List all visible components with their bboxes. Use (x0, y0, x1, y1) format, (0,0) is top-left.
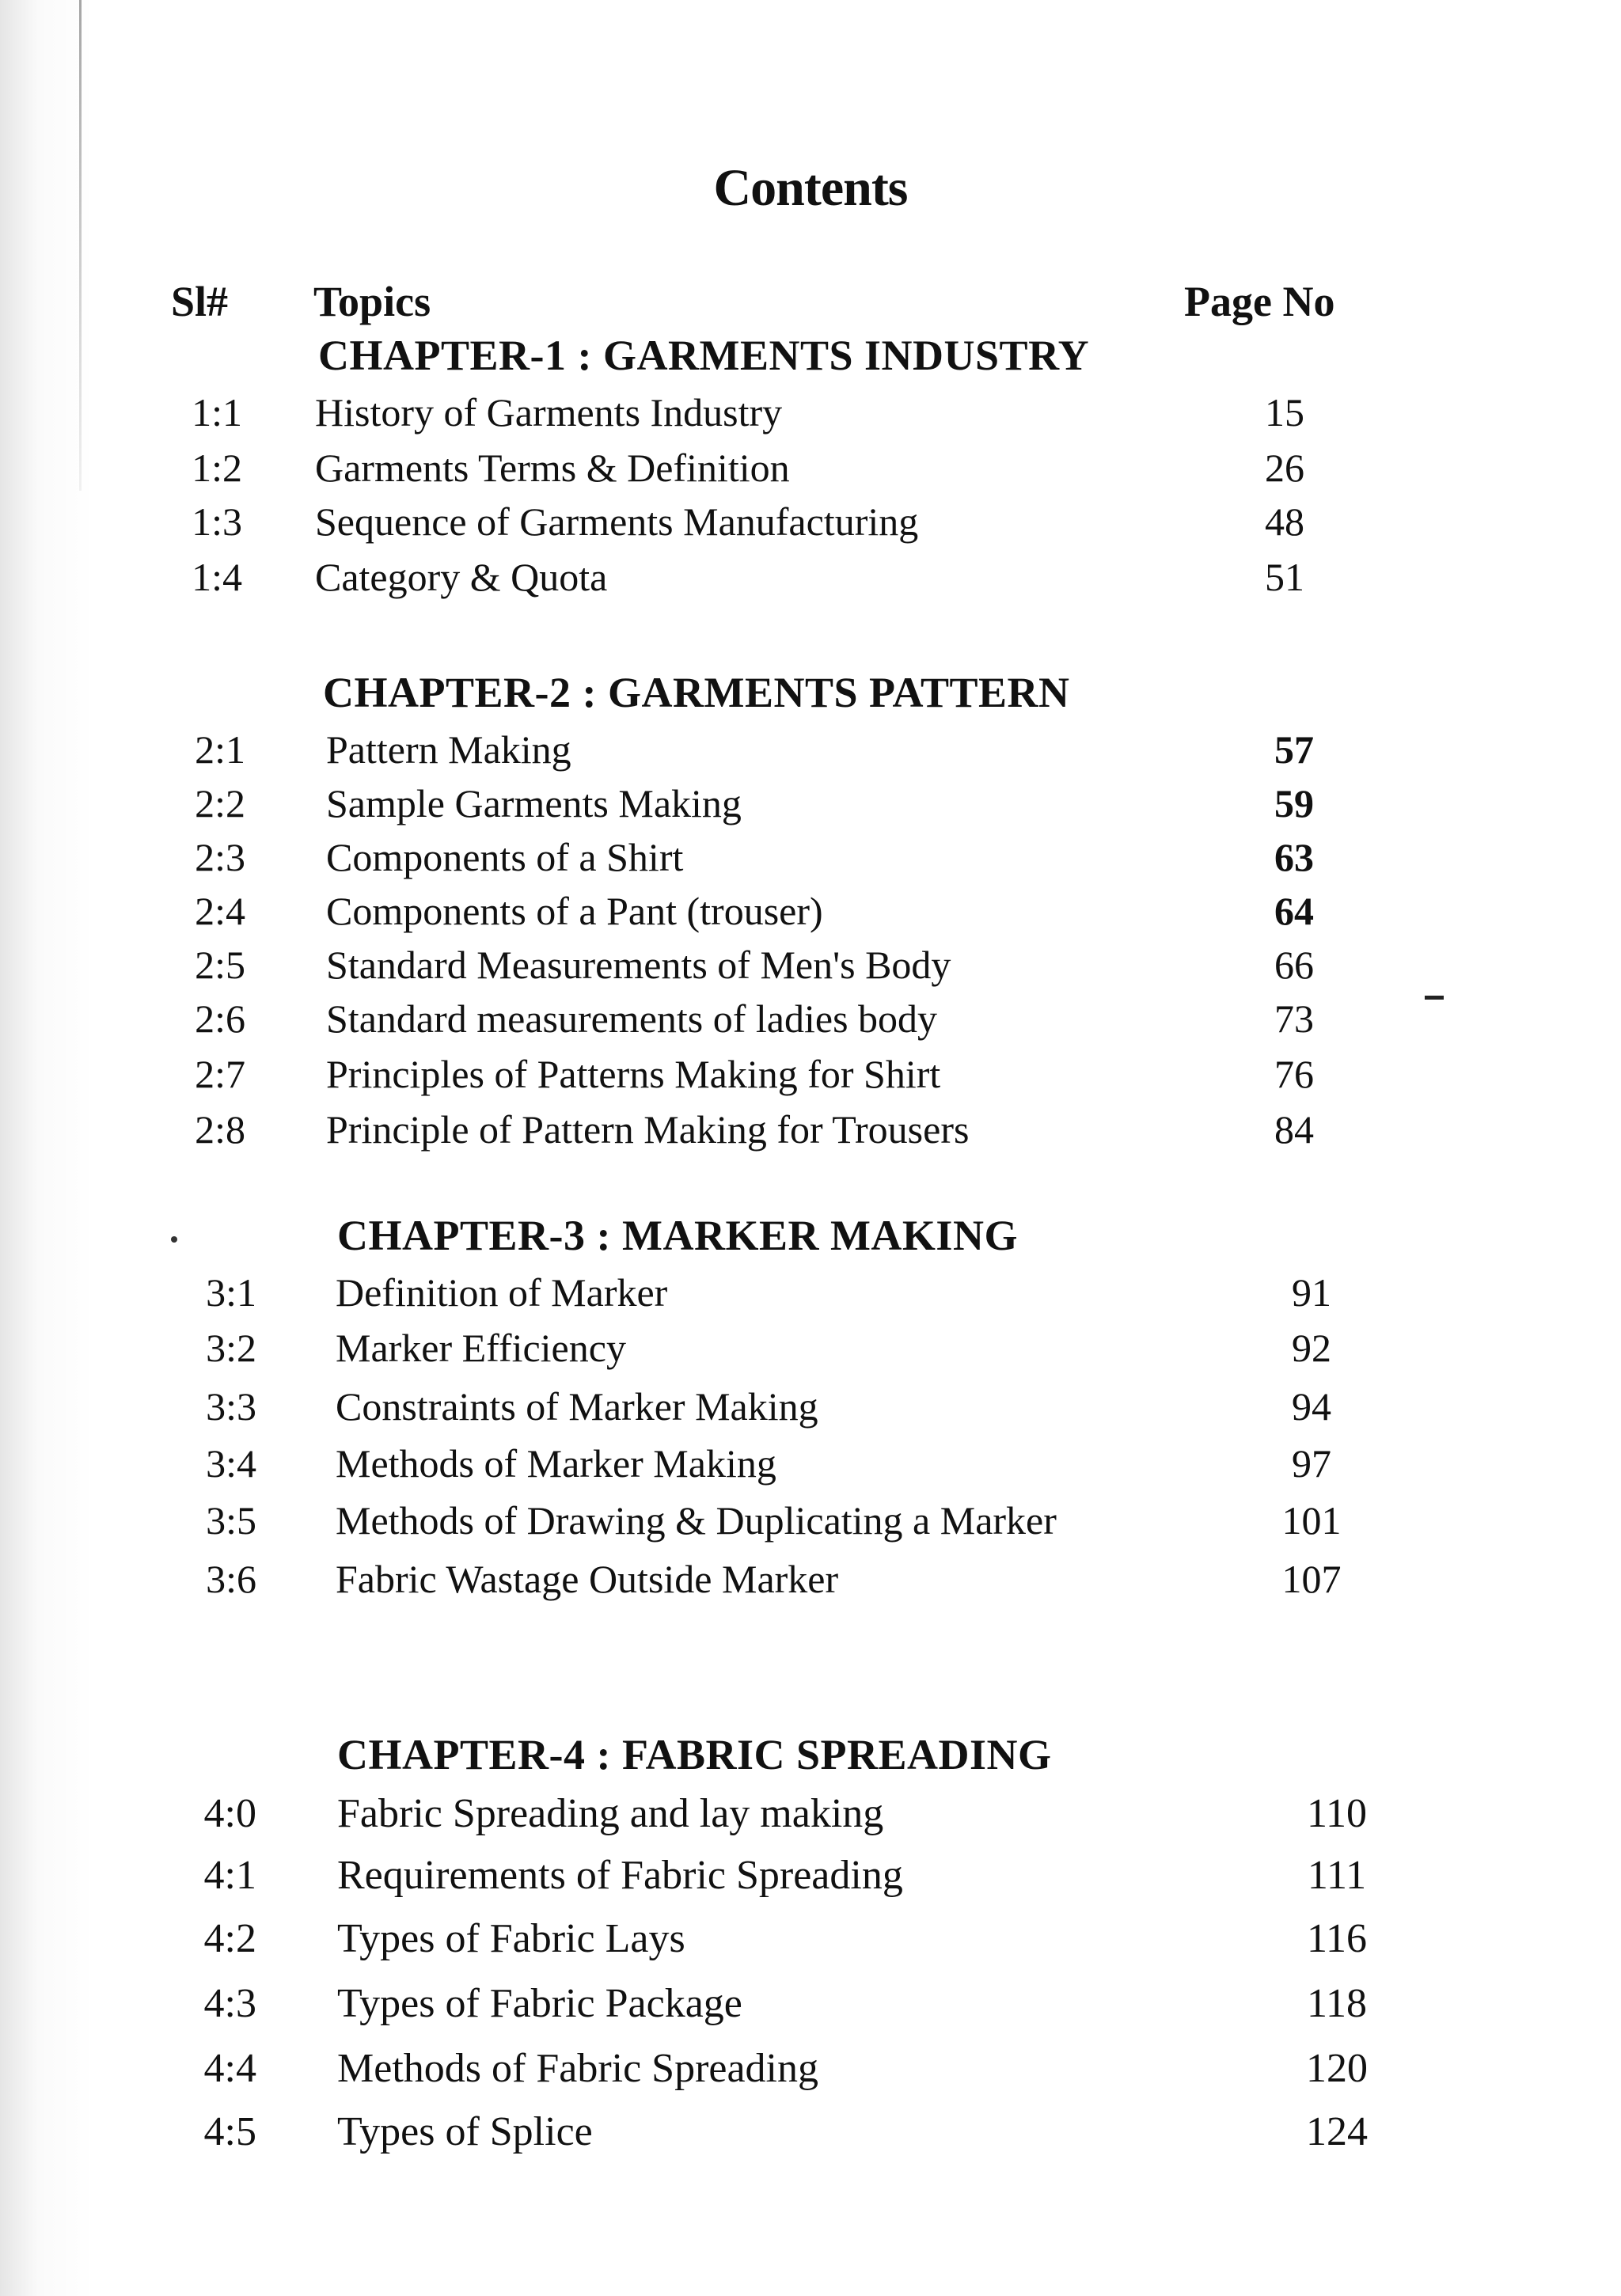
toc-page: 26 (1265, 446, 1304, 490)
toc-page: 118 (1306, 1981, 1368, 2026)
toc-sl: 3:4 (206, 1441, 256, 1486)
toc-row (0, 1852, 1621, 1907)
chapter-heading: CHAPTER-3 : MARKER MAKING (337, 1212, 1018, 1259)
toc-sl: 3:5 (206, 1498, 256, 1543)
toc-page: 63 (1274, 835, 1314, 879)
toc-row (0, 2045, 1621, 2101)
toc-row (0, 1325, 1621, 1380)
toc-page: 64 (1274, 889, 1314, 933)
toc-sl: 4:3 (203, 1981, 256, 2026)
toc-page: 111 (1307, 1853, 1367, 1898)
toc-sl: 2:5 (195, 943, 245, 987)
toc-page: 84 (1274, 1107, 1314, 1152)
toc-topic: Fabric Spreading and lay making (337, 1791, 884, 1836)
toc-row (0, 888, 1621, 943)
chapter-heading: CHAPTER-2 : GARMENTS PATTERN (323, 669, 1070, 716)
toc-topic: Definition of Marker (336, 1270, 668, 1315)
toc-page: 101 (1281, 1498, 1342, 1543)
toc-row (0, 1980, 1621, 2036)
chapter-heading: CHAPTER-4 : FABRIC SPREADING (337, 1731, 1052, 1778)
toc-page: 73 (1274, 996, 1314, 1041)
toc-sl: 2:8 (195, 1107, 245, 1152)
toc-row (0, 1440, 1621, 1496)
toc-row (0, 727, 1621, 782)
toc-row (0, 1915, 1621, 1971)
toc-sl: 2:7 (195, 1052, 245, 1096)
toc-sl: 4:5 (203, 2109, 256, 2154)
column-header-topics: Topics (313, 278, 431, 325)
toc-sl: 1:4 (192, 555, 242, 599)
toc-sl: 2:2 (195, 781, 245, 825)
toc-row (0, 834, 1621, 890)
toc-topic: Standard Measurements of Men's Body (326, 943, 951, 987)
toc-row (0, 2108, 1621, 2164)
toc-topic: Methods of Fabric Spreading (337, 2046, 819, 2091)
toc-page: 97 (1292, 1441, 1331, 1486)
toc-row (0, 780, 1621, 836)
toc-topic: Principle of Pattern Making for Trousers (326, 1107, 970, 1152)
toc-topic: Marker Efficiency (336, 1326, 626, 1370)
toc-sl: 2:3 (195, 835, 245, 879)
toc-sl: 3:2 (206, 1326, 256, 1370)
toc-sl: 4:2 (203, 1916, 256, 1961)
toc-page: 66 (1274, 943, 1314, 987)
toc-topic: Fabric Wastage Outside Marker (336, 1557, 839, 1601)
toc-page: 120 (1306, 2046, 1368, 2091)
page-title: Contents (713, 159, 908, 217)
toc-page: 76 (1274, 1052, 1314, 1096)
stray-dot (171, 1236, 177, 1243)
toc-page: 92 (1292, 1326, 1331, 1370)
toc-page: 94 (1292, 1384, 1331, 1429)
toc-sl: 4:1 (203, 1853, 256, 1898)
toc-topic: Principles of Patterns Making for Shirt (326, 1052, 941, 1096)
toc-topic: Types of Fabric Package (337, 1981, 742, 2026)
toc-row (0, 1556, 1621, 1611)
toc-row (0, 996, 1621, 1051)
toc-topic: Sequence of Garments Manufacturing (315, 499, 919, 544)
toc-topic: Components of a Pant (trouser) (326, 889, 823, 933)
toc-topic: Components of a Shirt (326, 835, 684, 879)
column-header-page: Page No (1184, 278, 1335, 325)
toc-topic: Garments Terms & Definition (315, 446, 790, 490)
toc-topic: Constraints of Marker Making (336, 1384, 818, 1429)
toc-topic: Category & Quota (315, 555, 608, 599)
toc-page: 51 (1265, 555, 1304, 599)
toc-page: 107 (1281, 1557, 1342, 1601)
toc-page: 110 (1306, 1791, 1368, 1836)
toc-row (0, 1790, 1621, 1846)
toc-sl: 3:1 (206, 1270, 256, 1315)
toc-sl: 4:4 (203, 2046, 256, 2091)
toc-page: 57 (1274, 727, 1314, 772)
toc-row (0, 1497, 1621, 1553)
toc-topic: Types of Splice (337, 2109, 593, 2154)
toc-page: 124 (1306, 2109, 1368, 2154)
toc-sl: 1:3 (192, 499, 242, 544)
column-header-sl: Sl# (171, 278, 229, 325)
toc-page: 116 (1306, 1916, 1368, 1961)
toc-row (0, 1106, 1621, 1162)
toc-topic: Standard measurements of ladies body (326, 996, 938, 1041)
toc-sl: 2:4 (195, 889, 245, 933)
toc-row (0, 1383, 1621, 1439)
toc-page: 48 (1265, 499, 1304, 544)
toc-row (0, 445, 1621, 500)
toc-topic: Sample Garments Making (326, 781, 742, 825)
toc-topic: Methods of Marker Making (336, 1441, 776, 1486)
toc-page: 59 (1274, 781, 1314, 825)
toc-topic: Methods of Drawing & Duplicating a Marker (336, 1498, 1057, 1543)
toc-page: 15 (1265, 390, 1304, 435)
chapter-heading: CHAPTER-1 : GARMENTS INDUSTRY (318, 332, 1090, 379)
toc-sl: 1:2 (192, 446, 242, 490)
toc-sl: 2:1 (195, 727, 245, 772)
toc-row (0, 499, 1621, 554)
toc-topic: Requirements of Fabric Spreading (337, 1853, 903, 1898)
toc-sl: 3:6 (206, 1557, 256, 1601)
stray-mark (1425, 996, 1444, 1000)
toc-topic: Types of Fabric Lays (337, 1916, 685, 1961)
toc-row (0, 942, 1621, 997)
toc-row (0, 1269, 1621, 1325)
toc-sl: 3:3 (206, 1384, 256, 1429)
toc-row (0, 554, 1621, 609)
toc-page: 91 (1292, 1270, 1331, 1315)
toc-sl: 4:0 (203, 1791, 256, 1836)
toc-sl: 1:1 (192, 390, 242, 435)
toc-topic: History of Garments Industry (315, 390, 783, 435)
toc-sl: 2:6 (195, 996, 245, 1041)
toc-row (0, 1051, 1621, 1106)
toc-topic: Pattern Making (326, 727, 571, 772)
toc-row (0, 389, 1621, 445)
